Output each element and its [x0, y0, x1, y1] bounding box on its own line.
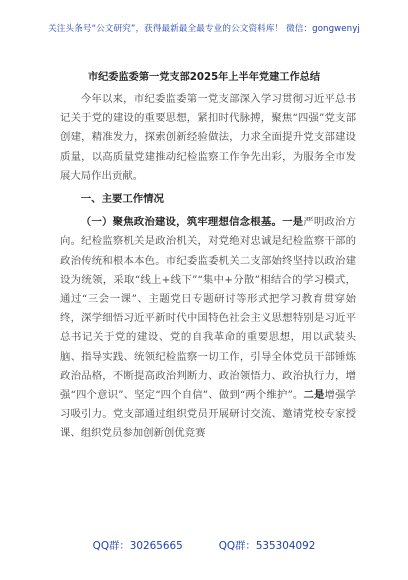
section-heading: 一、主要工作情况: [80, 193, 164, 206]
item1-lead-2: 二是: [303, 389, 325, 402]
page-title: 市纪委监委第一党支部2025年上半年党建工作总结: [87, 72, 321, 83]
promo-banner: 关注头条号“公文研究”，获得最新最全最专业的公文资料库！ 微信：gongwenyj: [48, 24, 360, 34]
qq-group-1: QQ群：30265665: [92, 540, 183, 552]
item1-text: 严明政治方向。纪检监察机关是政治机关，对党绝对忠诚是纪检监察干部的政治传统和根本本色。市纪委监委机关二支部始终坚持以政治建设为统领，采取“线上+线下”“集中+分散”相结合的学习模式，通过“三会一课”、主题党日专题研讨等形式把学习教育贯穿始终，深学细悟习近平新时代中国特色社会主义思想特别是习近平总书记关于党的建设、党的自我革命的重要思想，用以武装头脑、指导实践、统领纪检监察一切工作，引导全体党员干部锤炼政治品格，不断提高政治判断力、政治领悟力、政治执行力，增强“四个意识”、坚定“四个自信”、做到“两个维护”。: [60, 216, 357, 402]
footer-qq-groups: [0, 537, 408, 552]
item1-heading: （一）聚焦政治建设，筑牢理想信念根基。: [80, 216, 283, 229]
item1-lead: 一是: [282, 216, 304, 229]
item1-paragraph: [60, 213, 356, 443]
intro-paragraph: 今年以来，市纪委监委第一党支部深入学习贯彻习近平总书记关于党的建设的重要思想，紧扣时代脉搏，聚焦“四强”党支部创建，精准发力，探索创新经验做法，力求全面提升党支部建设质量，以高质量党建推动纪检监察工作争先出彩，为服务全市发展大局作出贡献。: [60, 93, 356, 182]
qq-group-2: QQ群：535304092: [218, 540, 316, 552]
item1-text-2: 增强学习吸引力。党支部通过组织党员开展研讨交流、邀请党校专家授课、组织党员参加创新创优竞赛: [60, 389, 357, 440]
document-body: [60, 90, 356, 444]
